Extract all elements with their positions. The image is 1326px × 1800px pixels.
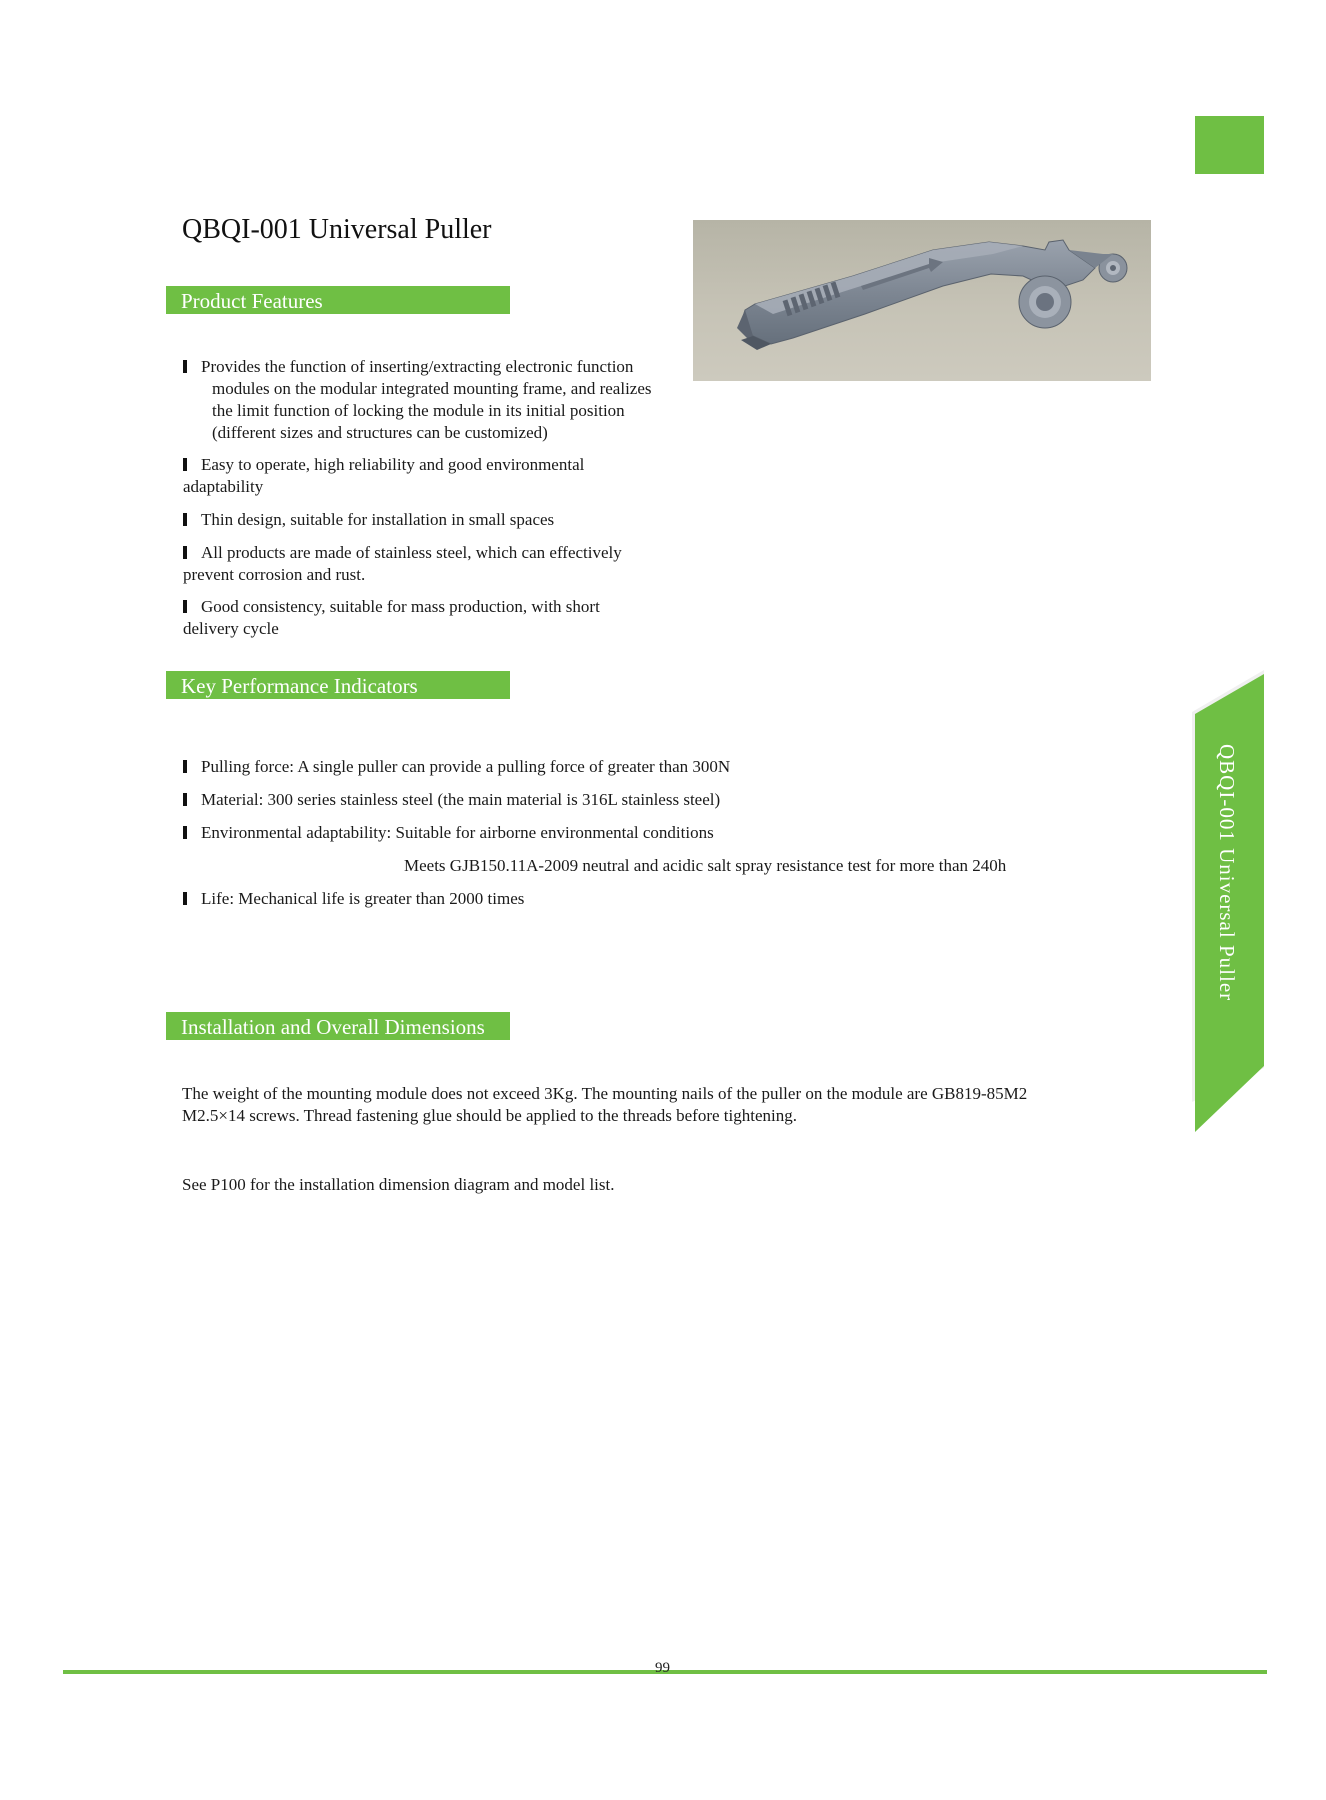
side-tab-label: QBQI-001 Universal Puller [1215,744,1239,1002]
installation-paragraph-1-line-1: The weight of the mounting module does not exceed 3Kg. The mounting nails of the puller on the module are GB819-85M2 [182,1084,1028,1103]
bullet-icon [183,360,187,373]
bullet-icon [183,600,187,613]
feature-item-1-line-4: (different sizes and structures can be customized) [212,423,548,442]
installation-paragraph-1 [182,1083,1027,1127]
feature-item-3-line-1: Thin design, suitable for installation in small spaces [201,510,555,529]
bullet-icon [183,793,187,806]
product-image [693,220,1151,381]
kpi-item-3: Environmental adaptability: Suitable for airborne environmental conditions [183,822,714,844]
feature-item-4-line-1: All products are made of stainless steel, which can effectively [201,543,622,562]
feature-item-1 [183,356,652,444]
feature-item-5 [183,596,600,640]
feature-item-5-line-2: delivery cycle [183,619,279,638]
section-heading-key-performance-indicators: Key Performance Indicators [166,671,510,699]
installation-paragraph-1-line-2: M2.5×14 screws. Thread fastening glue should be applied to the threads before tightening. [182,1106,797,1125]
feature-item-2-line-1: Easy to operate, high reliability and good environmental [201,455,585,474]
bullet-icon [183,826,187,839]
bullet-icon [183,513,187,526]
corner-accent-block [1195,116,1264,174]
section-heading-product-features: Product Features [166,286,510,314]
feature-item-2 [183,454,584,498]
kpi-item-1: Pulling force: A single puller can provide a pulling force of greater than 300N [183,756,730,778]
feature-item-3 [183,509,554,531]
page-title: QBQI-001 Universal Puller [182,214,492,245]
kpi-item-2: Material: 300 series stainless steel (the main material is 316L stainless steel) [183,789,720,811]
kpi-item-4: Life: Mechanical life is greater than 2000 times [183,888,524,910]
feature-item-4-line-2: prevent corrosion and rust. [183,565,366,584]
feature-item-4 [183,542,622,586]
installation-paragraph-2: See P100 for the installation dimension diagram and model list. [182,1175,615,1194]
bullet-icon [183,546,187,559]
feature-item-1-line-2: modules on the modular integrated mounting frame, and realizes [212,379,652,398]
bullet-icon [183,892,187,905]
bullet-icon [183,760,187,773]
kpi-item-3-continuation: Meets GJB150.11A-2009 neutral and acidic salt spray resistance test for more than 240h [404,856,1007,875]
bullet-icon [183,458,187,471]
page-number: 99 [655,1660,670,1676]
section-heading-installation: Installation and Overall Dimensions [166,1012,510,1040]
feature-item-1-line-1: Provides the function of inserting/extracting electronic function [201,357,634,376]
universal-puller-icon [693,220,1151,381]
feature-item-1-line-3: the limit function of locking the module in its initial position [212,401,625,420]
feature-item-2-line-2: adaptability [183,477,264,496]
feature-item-5-line-1: Good consistency, suitable for mass production, with short [201,597,600,616]
